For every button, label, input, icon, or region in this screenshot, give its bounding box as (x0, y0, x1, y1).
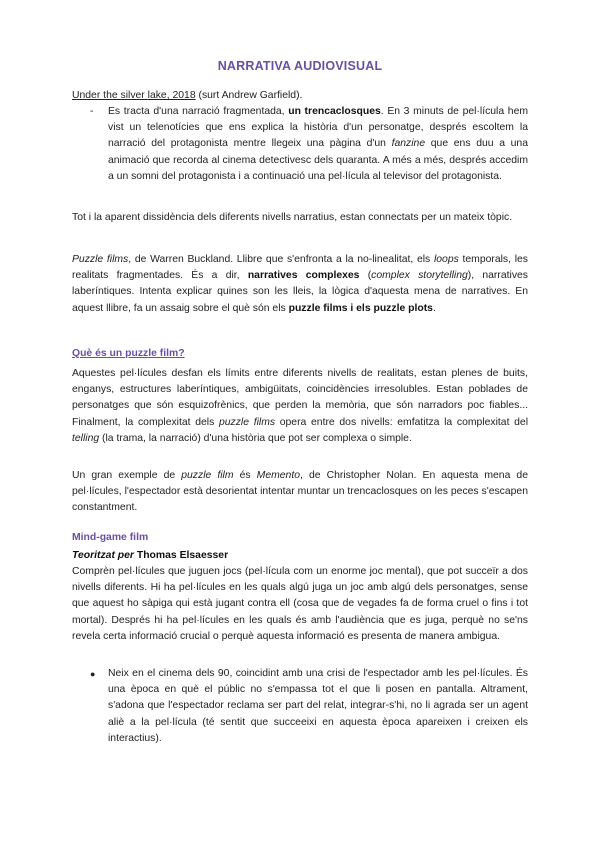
paragraph-puzzle-book (72, 252, 528, 317)
text-run: ( (359, 270, 372, 282)
italic-run: puzzle film (181, 470, 234, 481)
text-run: temporals, les realitats fragmentades. És a dir, (72, 254, 528, 282)
bold-run: puzzle films i els puzzle plots (288, 302, 433, 314)
heading-mind-game: Mind-game film (72, 532, 149, 543)
text-run: , de Warren Buckland. Llibre que s'enfronta a la no-linealitat, els (128, 254, 434, 265)
dash-item-text (108, 104, 528, 185)
text-run: Aquestes pel·lícules desfan els límits entre diferents nivells de realitats, estan plenes de buits, enganys, estructures laberíntiques, ambigüitats, coincidències irresolubles. Estan poblades de personatges que són esquizofrènics, que perden la memòria, que són narradors poc fiables... Finalment, la complexitat dels (72, 368, 528, 428)
italic-run: loops (433, 254, 459, 265)
italic-run: Memento (256, 470, 300, 481)
text-run: que ens duu a una animació que recorda al cinema detectivesc dels quaranta. A més a més, després accedim a un somni del protagonista i a continuació una pel·lícula al televisor del protagonista. (108, 138, 528, 182)
italic-run: telling (72, 432, 100, 444)
italic-run: Teoritzat per (72, 550, 134, 561)
film-title-link: Under the silver lake, 2018 (72, 90, 196, 101)
text-run: opera entre dos nivells: emfatitza la complexitat del (275, 416, 529, 428)
heading-puzzle-film: Què és un puzzle film? (72, 348, 185, 359)
italic-run: fanzine (391, 138, 426, 150)
film-reference (72, 88, 528, 104)
bullet-marker: ● (90, 669, 96, 679)
author-name: Thomas Elsaesser (133, 550, 229, 561)
text-run: Un gran exemple de (72, 470, 182, 481)
text-run: (la trama, la narració) d'una història que pot ser complexa o simple. (99, 432, 412, 444)
dash-marker: - (90, 106, 94, 117)
bold-run: un trencaclosques (288, 106, 381, 117)
text-run: , de Christopher Nolan. En aquesta mena de pel·lícules, l'espectador està desorientat intentar muntar un trencaclosques on les peces s'escapen constantment. (72, 470, 528, 514)
paragraph-puzzle-film (72, 366, 528, 447)
italic-run: puzzle films (218, 416, 276, 428)
text-run: . En 3 minuts de pel·lícula hem vist un telenotícies que ens explica la història d'un personatge, després escoltem la narració del protagonista mentre llegeix una pàgina d'un (108, 106, 529, 150)
italic-run: complex storytelling (371, 270, 468, 282)
bold-run: narratives complexes (247, 270, 360, 282)
italic-run: Puzzle films (72, 254, 129, 265)
document-title: NARRATIVA AUDIOVISUAL (217, 59, 383, 73)
text-run: Es tracta d'una narració fragmentada, (108, 106, 289, 117)
text-run: és (233, 470, 257, 481)
theorized-by (72, 548, 528, 564)
text-run: . (432, 302, 436, 314)
paragraph-memento (72, 468, 528, 517)
text-run: ), narratives laberíntiques. Intenta explicar quines son les lleis, la lògica d'aquesta mena de narratives. En aquest llibre, fa un assaig sobre el què són els (72, 270, 528, 314)
film-reference-note: (surt Andrew Garfield). (195, 90, 303, 101)
paragraph-levels: Tot i la aparent dissidència dels diferents nivells narratius, estan connectats per un mateix tòpic. (72, 212, 513, 223)
paragraph-mind-game: Comprèn pel·lícules que juguen jocs (pel·lícula com un enorme joc mental), que pot succeïr a dos nivells diferents. Hi ha pel·lícules en les quals algú juga un joc amb algú dels personatges, sense que aquest ho sàpiga qui està jugant contra ell (cosa que de vegades fa de forma cruel o fins i tot mortal). Després hi ha pel·lícules en les quals és amb l'audiència que es juga, perquè no se'ns revela certa informació crucial o perquè aquesta informació es presenta de manera ambigua. (72, 566, 528, 642)
bullet-item-text: Neix en el cinema dels 90, coincidint amb una crisi de l'espectador amb les pel·lícules. És una època en què el públic no s'empassa tot el que li posen en pantalla. Altrament, s'adona que l'espectador reclama ser part del relat, integrar-s'hi, no li agrada ser un agent aliè a la pel·lícula (té sentit que succeeixi en aquesta època apareixen i creixen els interactius). (108, 668, 528, 744)
